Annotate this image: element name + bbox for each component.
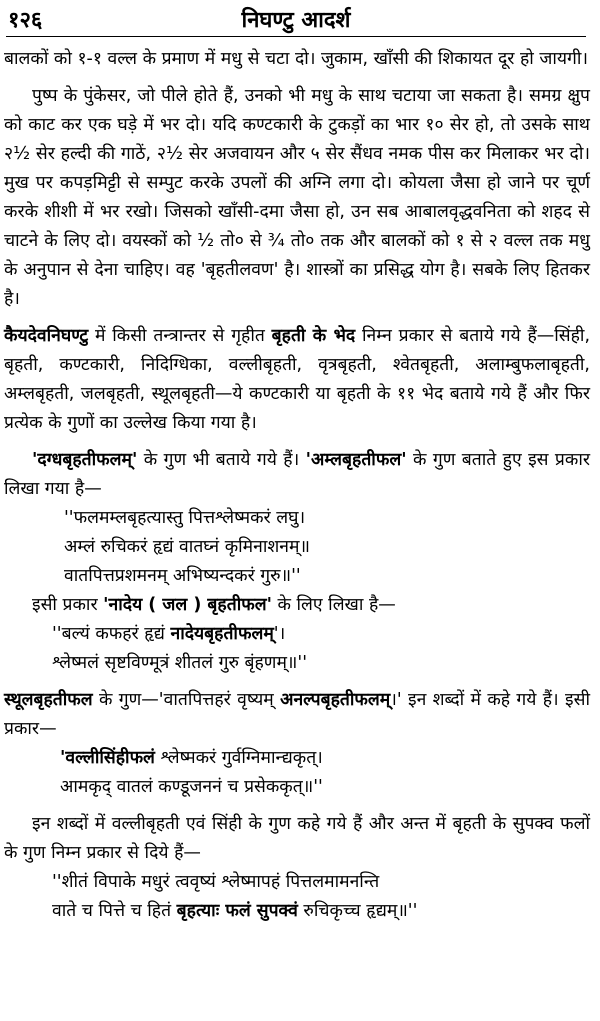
paragraph: इन शब्दों में वल्लीबृहती एवं सिंही के गुण कहे गये हैं और अन्त में बृहती के सुपक्व फलों के गुण निम्न प्रकार से दिये हैं—	[4, 814, 590, 863]
bold-term: 'नादेय ( जल ) बृहतीफल'	[103, 595, 272, 615]
bold-term: बृहती के भेद	[271, 326, 356, 346]
text-run: के गुण—'वातपित्तहरं वृष्यम्	[92, 690, 281, 710]
bold-term: कैयदेवनिघण्टु	[4, 326, 89, 346]
verse-line: श्लेष्मलं सृष्टविण्मूत्रं शीतलं गुरु बृंहणम्॥''	[52, 653, 308, 673]
running-title: निघण्टु आदर्श	[241, 8, 351, 33]
text-run: में किसी तन्त्रान्तर से गृहीत	[88, 326, 272, 346]
bold-term: अनल्पबृहतीफलम्	[280, 690, 391, 710]
paragraph	[4, 446, 590, 504]
page-header	[6, 2, 586, 37]
paragraph	[4, 591, 590, 620]
text-run: इसी प्रकार	[32, 595, 104, 615]
bold-term: 'वल्लीसिंहीफलं	[60, 748, 155, 768]
text-run: वाते च पित्ते च हितं	[52, 901, 177, 921]
verse-line: ''शीतं विपाके मधुरं त्ववृष्यं श्लेष्मापहं पित्तलमामनन्ति	[52, 872, 380, 892]
verse-line: अम्लं रुचिकरं हृद्यं वातघ्नं कृमिनाशनम्॥	[64, 537, 310, 557]
bold-term: नादेयबृहतीफलम्	[170, 624, 274, 644]
paragraph: बालकों को १-१ वल्ल के प्रमाण में मधु से चटा दो। जुकाम, खाँसी की शिकायत दूर हो जायगी।	[4, 49, 589, 69]
verse-line: ''फलमम्लबृहत्यास्तु पित्तश्लेष्मकरं लघु।	[64, 508, 306, 528]
bold-term: बृहत्याः फलं सुपक्वं	[176, 901, 298, 921]
text-run: रुचिकृच्च हृद्यम्॥''	[297, 901, 418, 921]
paragraph	[4, 322, 590, 438]
verse-line	[4, 897, 590, 926]
text-run: श्लेष्मकरं गुर्वग्निमान्द्यकृत्।	[154, 748, 323, 768]
page-number: १२६	[8, 8, 43, 33]
verse-line	[4, 620, 590, 649]
text-run: निम्न प्रकार से बताये गये हैं—सिंही, बृहती, कण्टकारी, निदिग्धिका, वल्लीबृहती, वृत्रबृहती, श्वेतबृहती, अलाम्बुफलाबृहती, अम्लबृहती, जलबृहती, स्थूलबृहती—ये कण्टकारी या बृहती के ११ भेद बताये गये हैं और फिर प्रत्येक के गुणों का उल्लेख किया गया है।	[4, 326, 591, 433]
text-run: ''बल्यं कफहरं हृद्यं	[52, 624, 171, 644]
bold-term: 'दग्धबृहतीफलम्'	[32, 450, 138, 470]
text-run: के गुण बताते हुए इस प्रकार लिखा गया है—	[4, 450, 591, 499]
bold-term: स्थूलबृहतीफल	[4, 690, 93, 710]
paragraph	[4, 686, 590, 744]
text-run: ।' इन शब्दों में कहे गये हैं। इसी प्रकार—	[4, 690, 590, 739]
text-run: '।	[273, 624, 286, 644]
verse-line: वातपित्तप्रशमनम् अभिष्यन्दकरं गुरु॥''	[64, 566, 301, 586]
verse-line: आमकृद् वातलं कण्डूजननं च प्रसेककृत्॥''	[60, 777, 323, 797]
paragraph: पुष्प के पुंकेसर, जो पीले होते हैं, उनको भी मधु के साथ चटाया जा सकता है। समग्र क्षुप को काट कर एक घड़े में भर दो। यदि कण्टकारी के टुकड़ों का भार १० सेर हो, तो उसके साथ २½ सेर हल्दी की गाठें, २½ सेर अजवायन और ५ सेर सैंधव नमक पीस कर मिलाकर भर दो। मुख पर कपड़मिट्टी से सम्पुट करके उपलों की अग्नि लगा दो। कोयला जैसा हो जाने पर चूर्ण करके शीशी में भर रखो। जिसको खाँसी-दमा जैसा हो, उन सब आबालवृद्धवनिता को शहद से चाटने के लिए दो। वयस्कों को ½ तो० से ¾ तो० तक और बालकों को १ से २ वल्ल तक मधु के अनुपान से देना चाहिए। वह 'बृहतीलवण' है। शास्त्रों का प्रसिद्ध योग है। सबके लिए हितकर है।	[4, 86, 590, 309]
verse-line	[4, 744, 590, 773]
text-run: के लिए लिखा है—	[271, 595, 396, 615]
text-run: के गुण भी बताये गये हैं।	[137, 450, 306, 470]
bold-term: 'अम्लबृहतीफल'	[305, 450, 407, 470]
